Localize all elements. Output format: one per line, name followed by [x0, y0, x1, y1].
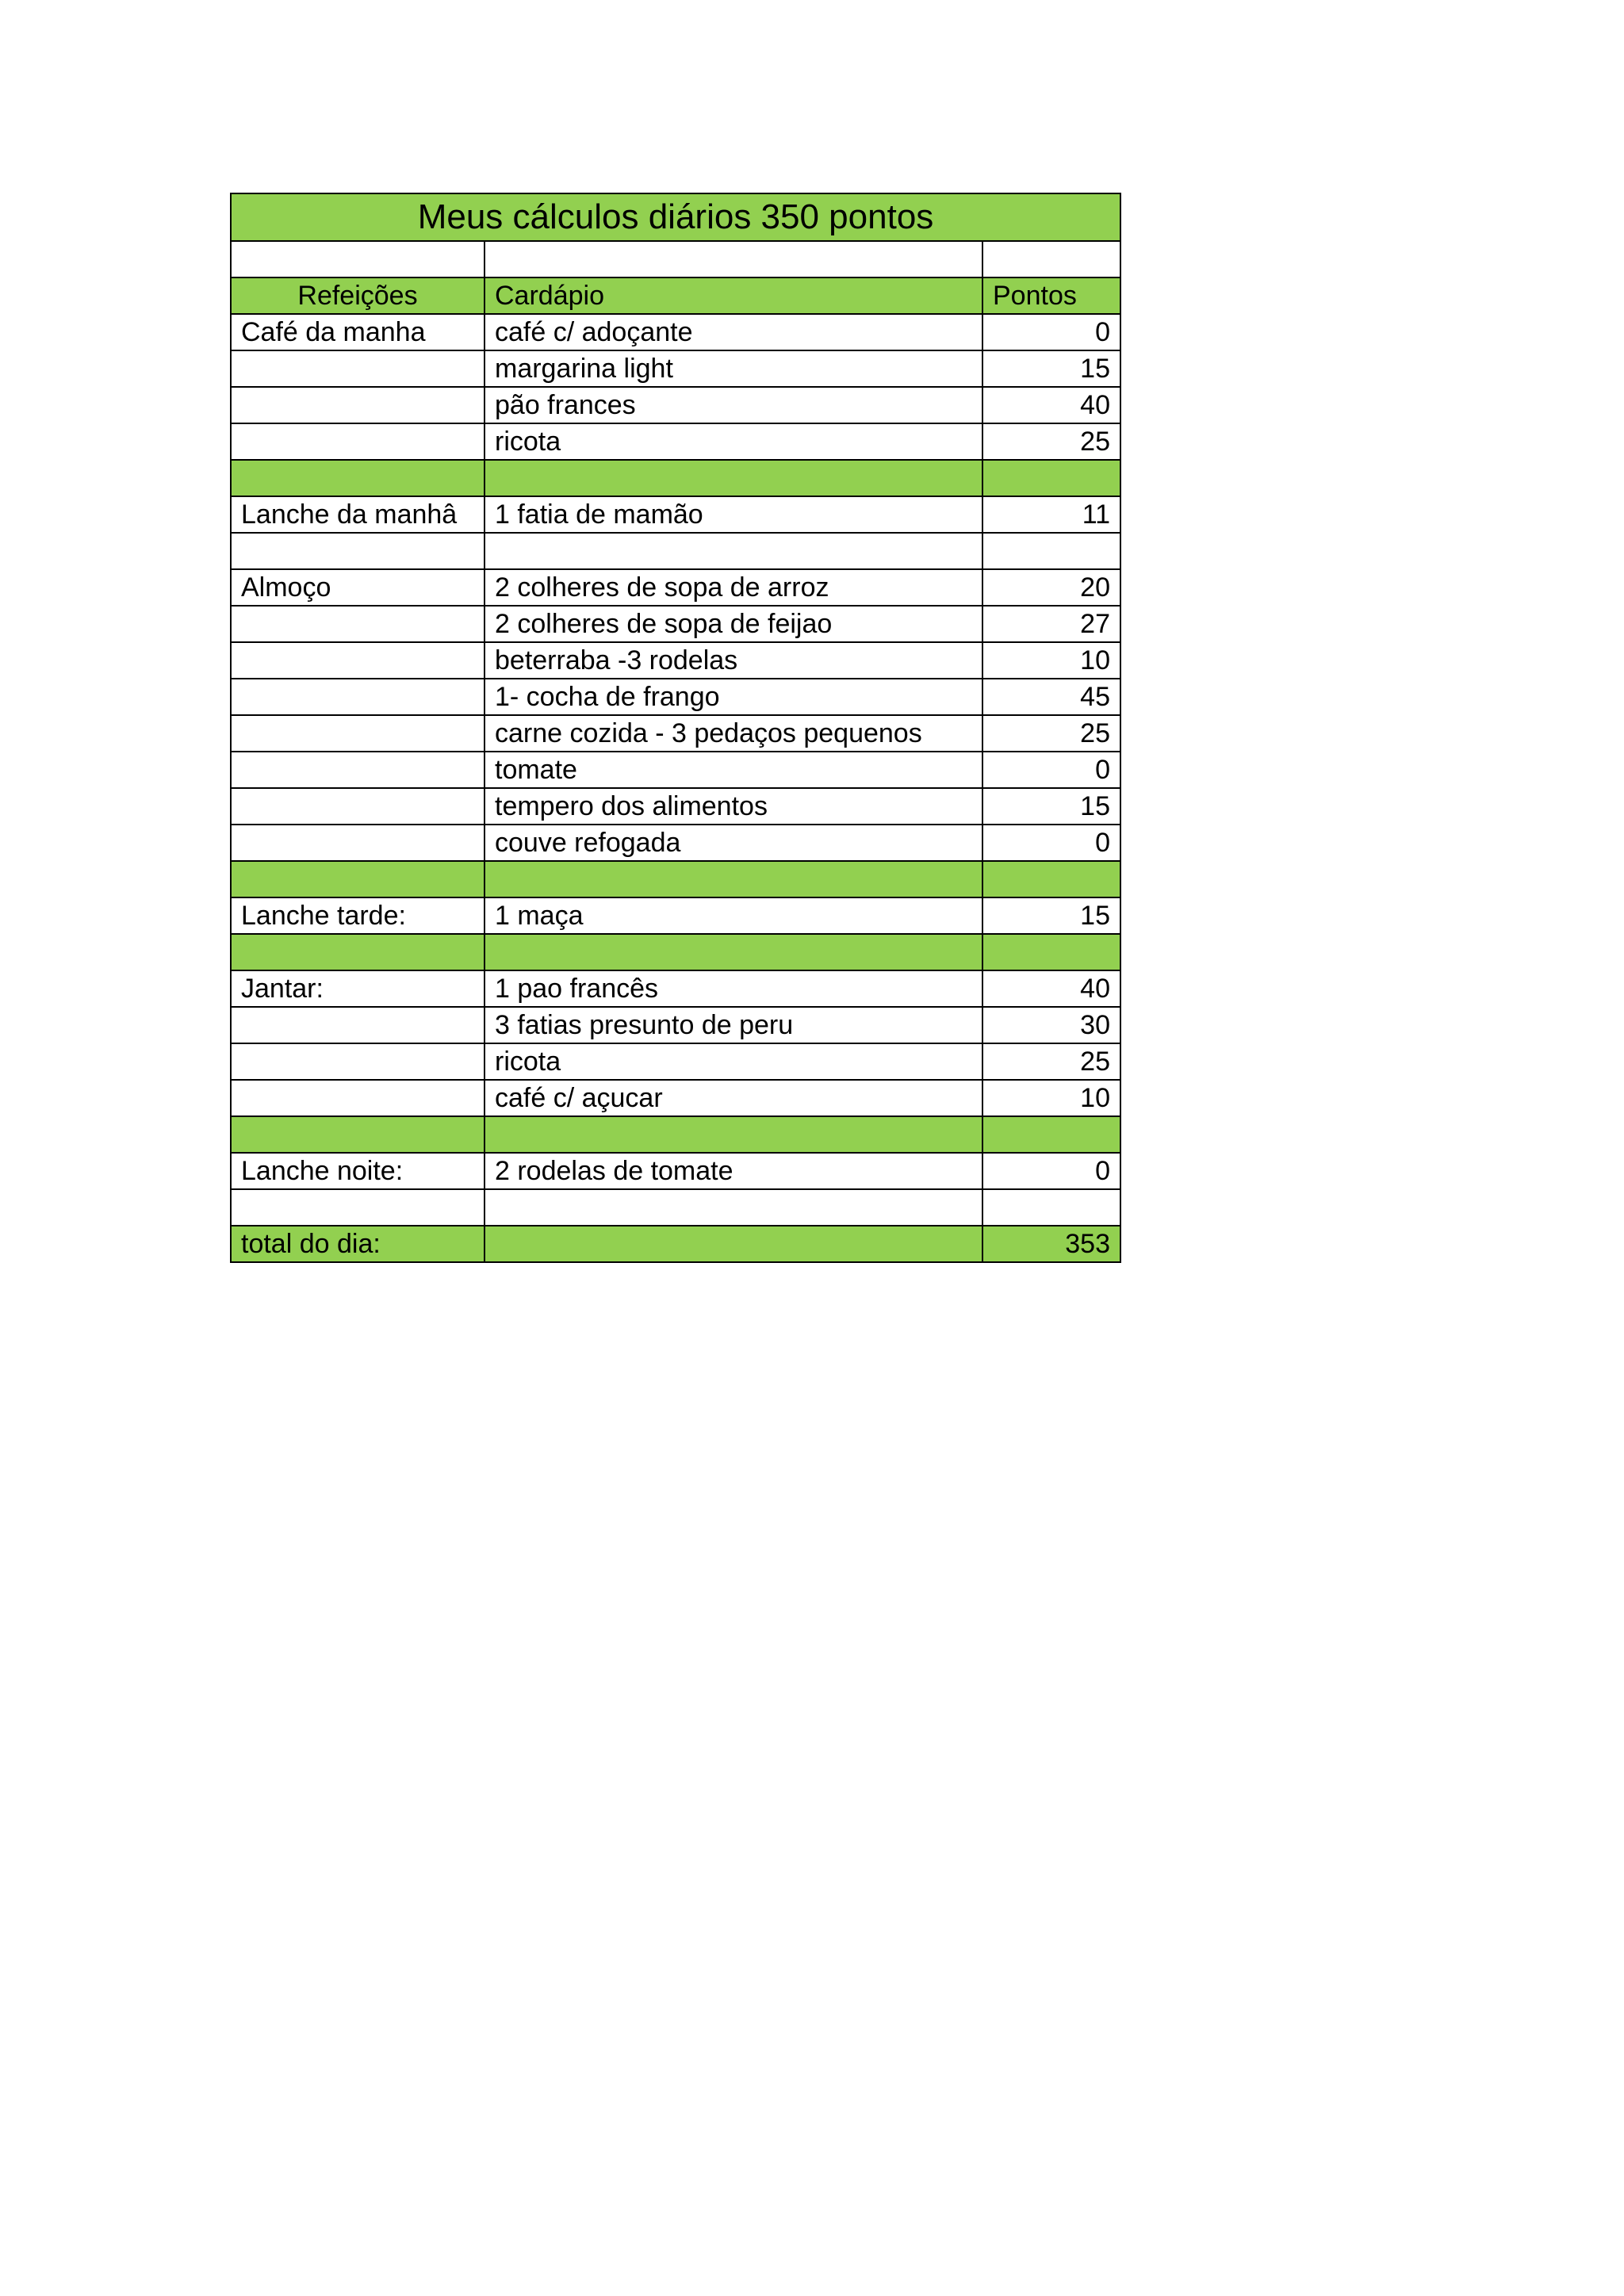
empty-cell — [231, 460, 485, 496]
meal-cell: Lanche noite: — [231, 1153, 485, 1189]
total-label: total do dia: — [231, 1226, 485, 1262]
meal-cell — [231, 1007, 485, 1043]
meal-cell: Almoço — [231, 569, 485, 606]
menu-item-cell: carne cozida - 3 pedaços pequenos — [485, 715, 982, 752]
spacer-cell — [231, 241, 485, 277]
table-row — [231, 1007, 1120, 1043]
table-row — [231, 679, 1120, 715]
empty-cell — [485, 533, 982, 569]
menu-item-cell: tomate — [485, 752, 982, 788]
table-row — [231, 569, 1120, 606]
separator-row — [231, 934, 1120, 970]
title-row — [231, 193, 1120, 241]
menu-item-cell: 1 fatia de mamão — [485, 496, 982, 533]
points-cell: 15 — [982, 897, 1120, 934]
header-meal: Refeições — [231, 277, 485, 314]
table-row — [231, 752, 1120, 788]
points-cell: 0 — [982, 752, 1120, 788]
empty-cell — [485, 1189, 982, 1226]
menu-item-cell: beterraba -3 rodelas — [485, 642, 982, 679]
points-cell: 0 — [982, 825, 1120, 861]
spacer-cell — [982, 241, 1120, 277]
meal-cell — [231, 679, 485, 715]
empty-cell — [231, 934, 485, 970]
menu-item-cell: ricota — [485, 1043, 982, 1080]
points-cell: 30 — [982, 1007, 1120, 1043]
table-row — [231, 825, 1120, 861]
points-cell: 15 — [982, 788, 1120, 825]
meal-cell — [231, 606, 485, 642]
points-cell: 20 — [982, 569, 1120, 606]
meal-points-table — [230, 193, 1121, 1263]
menu-item-cell: 2 colheres de sopa de feijao — [485, 606, 982, 642]
menu-item-cell: café c/ açucar — [485, 1080, 982, 1116]
points-cell: 0 — [982, 1153, 1120, 1189]
meal-cell: Café da manha — [231, 314, 485, 350]
meal-cell — [231, 788, 485, 825]
meal-cell — [231, 1080, 485, 1116]
separator-row — [231, 460, 1120, 496]
meal-cell: Lanche da manhâ — [231, 496, 485, 533]
meal-cell — [231, 350, 485, 387]
table-row — [231, 496, 1120, 533]
empty-cell — [982, 533, 1120, 569]
table-row — [231, 1043, 1120, 1080]
header-row — [231, 277, 1120, 314]
spacer-row — [231, 241, 1120, 277]
empty-cell — [982, 460, 1120, 496]
spacer-cell — [485, 241, 982, 277]
table-row — [231, 314, 1120, 350]
points-cell: 15 — [982, 350, 1120, 387]
points-cell: 10 — [982, 1080, 1120, 1116]
table-row — [231, 350, 1120, 387]
empty-cell — [231, 861, 485, 897]
empty-cell — [485, 934, 982, 970]
menu-item-cell: couve refogada — [485, 825, 982, 861]
empty-cell — [485, 1226, 982, 1262]
menu-item-cell: margarina light — [485, 350, 982, 387]
empty-cell — [231, 533, 485, 569]
meal-cell — [231, 387, 485, 423]
meal-cell — [231, 752, 485, 788]
meal-cell — [231, 1043, 485, 1080]
menu-item-cell: pão frances — [485, 387, 982, 423]
table-row — [231, 1080, 1120, 1116]
menu-item-cell: café c/ adoçante — [485, 314, 982, 350]
meal-cell — [231, 715, 485, 752]
menu-item-cell: 1 pao francês — [485, 970, 982, 1007]
header-menu: Cardápio — [485, 277, 982, 314]
menu-item-cell: 1- cocha de frango — [485, 679, 982, 715]
meal-cell — [231, 642, 485, 679]
points-cell: 45 — [982, 679, 1120, 715]
separator-row — [231, 861, 1120, 897]
points-cell: 25 — [982, 423, 1120, 460]
table-row — [231, 788, 1120, 825]
points-cell: 0 — [982, 314, 1120, 350]
table-row — [231, 423, 1120, 460]
empty-cell — [485, 861, 982, 897]
points-cell: 40 — [982, 970, 1120, 1007]
separator-row — [231, 1116, 1120, 1153]
empty-cell — [485, 1116, 982, 1153]
table-row — [231, 606, 1120, 642]
table-row — [231, 387, 1120, 423]
meal-cell: Lanche tarde: — [231, 897, 485, 934]
menu-item-cell: 2 colheres de sopa de arroz — [485, 569, 982, 606]
points-cell: 40 — [982, 387, 1120, 423]
menu-item-cell: 3 fatias presunto de peru — [485, 1007, 982, 1043]
blank-row — [231, 1189, 1120, 1226]
empty-cell — [485, 460, 982, 496]
meal-cell — [231, 825, 485, 861]
table-row — [231, 1153, 1120, 1189]
meal-cell: Jantar: — [231, 970, 485, 1007]
total-row — [231, 1226, 1120, 1262]
points-cell: 25 — [982, 1043, 1120, 1080]
points-cell: 11 — [982, 496, 1120, 533]
empty-cell — [982, 934, 1120, 970]
menu-item-cell: tempero dos alimentos — [485, 788, 982, 825]
meal-cell — [231, 423, 485, 460]
total-points: 353 — [982, 1226, 1120, 1262]
menu-item-cell: 2 rodelas de tomate — [485, 1153, 982, 1189]
table-row — [231, 715, 1120, 752]
points-cell: 25 — [982, 715, 1120, 752]
points-cell: 10 — [982, 642, 1120, 679]
menu-item-cell: ricota — [485, 423, 982, 460]
empty-cell — [982, 1116, 1120, 1153]
sheet-title: Meus cálculos diários 350 pontos — [231, 193, 1120, 241]
table-body — [231, 193, 1120, 1262]
menu-item-cell: 1 maça — [485, 897, 982, 934]
table-row — [231, 970, 1120, 1007]
empty-cell — [231, 1116, 485, 1153]
table-row — [231, 897, 1120, 934]
header-points: Pontos — [982, 277, 1120, 314]
blank-row — [231, 533, 1120, 569]
table-row — [231, 642, 1120, 679]
points-cell: 27 — [982, 606, 1120, 642]
empty-cell — [982, 1189, 1120, 1226]
empty-cell — [982, 861, 1120, 897]
empty-cell — [231, 1189, 485, 1226]
